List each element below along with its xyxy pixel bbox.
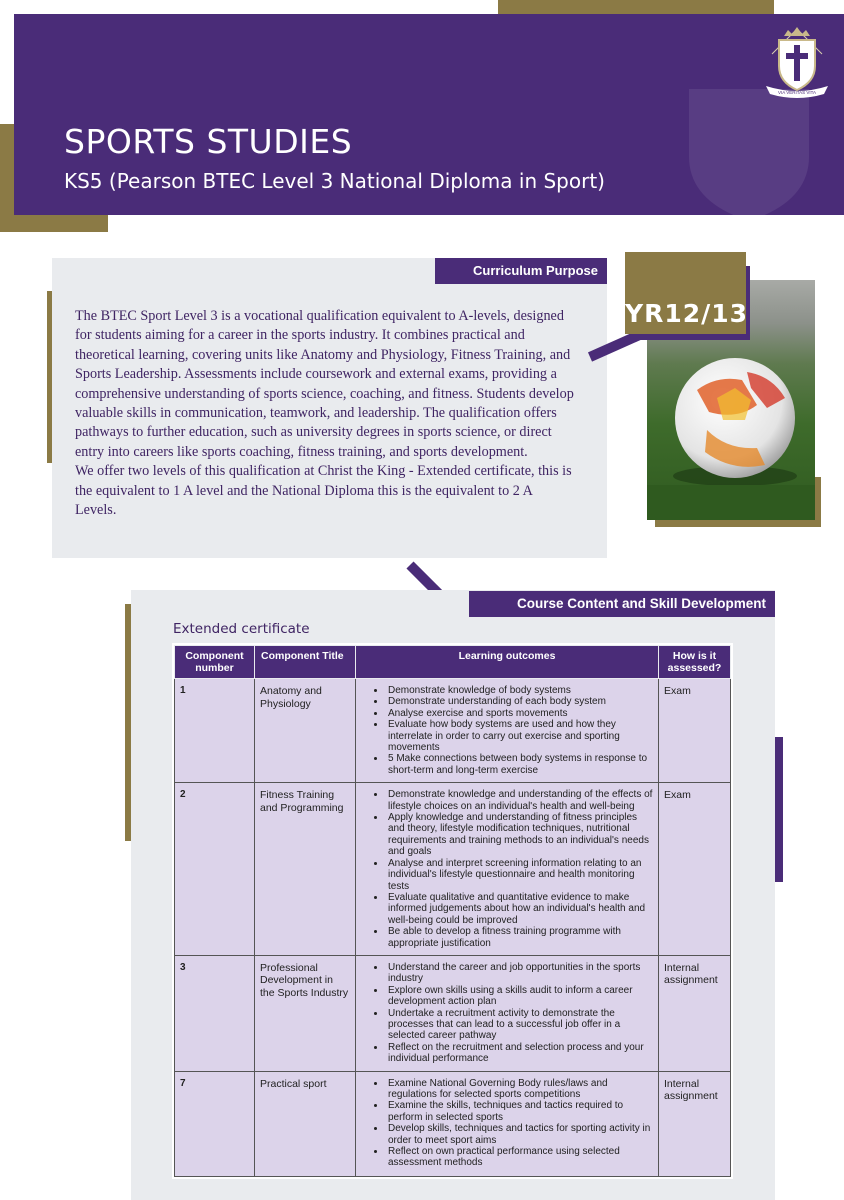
outcome-item: • Demonstrate knowledge and understanding of the effects of lifestyle choices on an individual's health and well-being [386, 789, 653, 812]
outcome-item: • Undertake a recruitment activity to demonstrate the processes that can lead to a successful job offer in a selected career pathway [386, 1008, 653, 1042]
component-number: 1 [175, 679, 255, 783]
learning-outcomes [356, 1071, 659, 1176]
outcome-item: • Understand the career and job opportunities in the sports industry [386, 962, 653, 985]
col-component-number: Component number [175, 646, 255, 679]
purpose-paragraph: The BTEC Sport Level 3 is a vocational qualification equivalent to A-levels, designed for students aiming for a career in the sports industry. It combines practical and theoretical learning, covering units like Anatomy and Physiology, Fitness Training, and Sports Leadership. Assessments include coursework and external exams, providing a comprehensive understanding of sports science, coaching, and fitness. Students develop valuable skills in communication, teamwork, and leadership. The qualification offers pathways to further education, such as university degrees in sports science, or direct entry into careers like sports coaching, fitness training, and sports development. [75, 308, 574, 460]
outcome-item: • Evaluate how body systems are used and how they interrelate in order to carry out exercise and sporting movements [386, 719, 653, 753]
header-banner [14, 14, 844, 215]
outcomes-list [361, 685, 653, 776]
outcomes-list [361, 1078, 653, 1169]
outcome-item: • Be able to develop a fitness training programme with appropriate justification [386, 926, 653, 949]
learning-outcomes [356, 679, 659, 783]
outcome-item: • Demonstrate understanding of each body system [386, 696, 653, 707]
outcome-item: • Examine the skills, techniques and tactics required to perform in selected sports [386, 1100, 653, 1123]
page-subtitle: KS5 (Pearson BTEC Level 3 National Diploma in Sport) [64, 169, 605, 193]
page-title: SPORTS STUDIES [64, 122, 353, 161]
component-title: Professional Development in the Sports Industry [255, 955, 356, 1071]
table-row [175, 679, 731, 783]
outcome-item: • Analyse exercise and sports movements [386, 708, 653, 719]
content-right-accent [775, 737, 783, 882]
course-content-heading: Course Content and Skill Development [469, 591, 775, 617]
outcome-item: • Reflect on the recruitment and selection process and your individual performance [386, 1042, 653, 1065]
outcome-item: • Apply knowledge and understanding of fitness principles and theory, lifestyle modification techniques, nutritional requirements and training methods to an individual's needs and goals [386, 812, 653, 858]
component-number: 2 [175, 783, 255, 956]
crest-motto: VIA VERITAS VITA [777, 90, 817, 95]
component-number: 3 [175, 955, 255, 1071]
col-component-title: Component Title [255, 646, 356, 679]
outcome-item: • Examine National Governing Body rules/laws and regulations for selected sports competitions [386, 1078, 653, 1101]
year-label: YR12/13 [625, 299, 749, 328]
learning-outcomes [356, 783, 659, 956]
outcome-item: • 5 Make connections between body systems in response to short-term and long-term exercise [386, 753, 653, 776]
learning-outcomes [356, 955, 659, 1071]
table-row [175, 783, 731, 956]
purpose-paragraph-2: We offer two levels of this qualification at Christ the King - Extended certificate, this is the equivalent to 1 A level and the National Diploma this is the equivalent to 2 A Levels. [75, 463, 572, 519]
outcomes-list [361, 789, 653, 949]
assessment-method: Internal assignment [659, 1071, 731, 1176]
component-number: 7 [175, 1071, 255, 1176]
component-title: Practical sport [255, 1071, 356, 1176]
outcome-item: • Evaluate qualitative and quantitative evidence to make informed judgements about how an individual's health and well-being could be improved [386, 892, 653, 926]
assessment-method: Internal assignment [659, 955, 731, 1071]
curriculum-purpose-heading: Curriculum Purpose [435, 258, 607, 284]
outcomes-list [361, 962, 653, 1065]
table-header-row [175, 646, 731, 679]
outcome-item: • Demonstrate knowledge of body systems [386, 685, 653, 696]
outcome-item: • Develop skills, techniques and tactics for sporting activity in order to meet sport aims [386, 1123, 653, 1146]
component-title: Anatomy and Physiology [255, 679, 356, 783]
components-table [172, 643, 733, 1179]
school-crest-icon [762, 24, 832, 104]
col-learning-outcomes: Learning outcomes [356, 646, 659, 679]
table-row [175, 955, 731, 1071]
outcome-item: • Explore own skills using a skills audit to inform a career development action plan [386, 985, 653, 1008]
assessment-method: Exam [659, 679, 731, 783]
outcome-item: • Analyse and interpret screening information relating to an individual's lifestyle questionnaire and health monitoring tests [386, 858, 653, 892]
component-title: Fitness Training and Programming [255, 783, 356, 956]
curriculum-purpose-text [75, 307, 575, 520]
extended-certificate-label: Extended certificate [173, 621, 310, 637]
assessment-method: Exam [659, 783, 731, 956]
year-badge [625, 252, 749, 334]
outcome-item: • Reflect on own practical performance using selected assessment methods [386, 1146, 653, 1169]
col-assessment: How is it assessed? [659, 646, 731, 679]
table-row [175, 1071, 731, 1176]
